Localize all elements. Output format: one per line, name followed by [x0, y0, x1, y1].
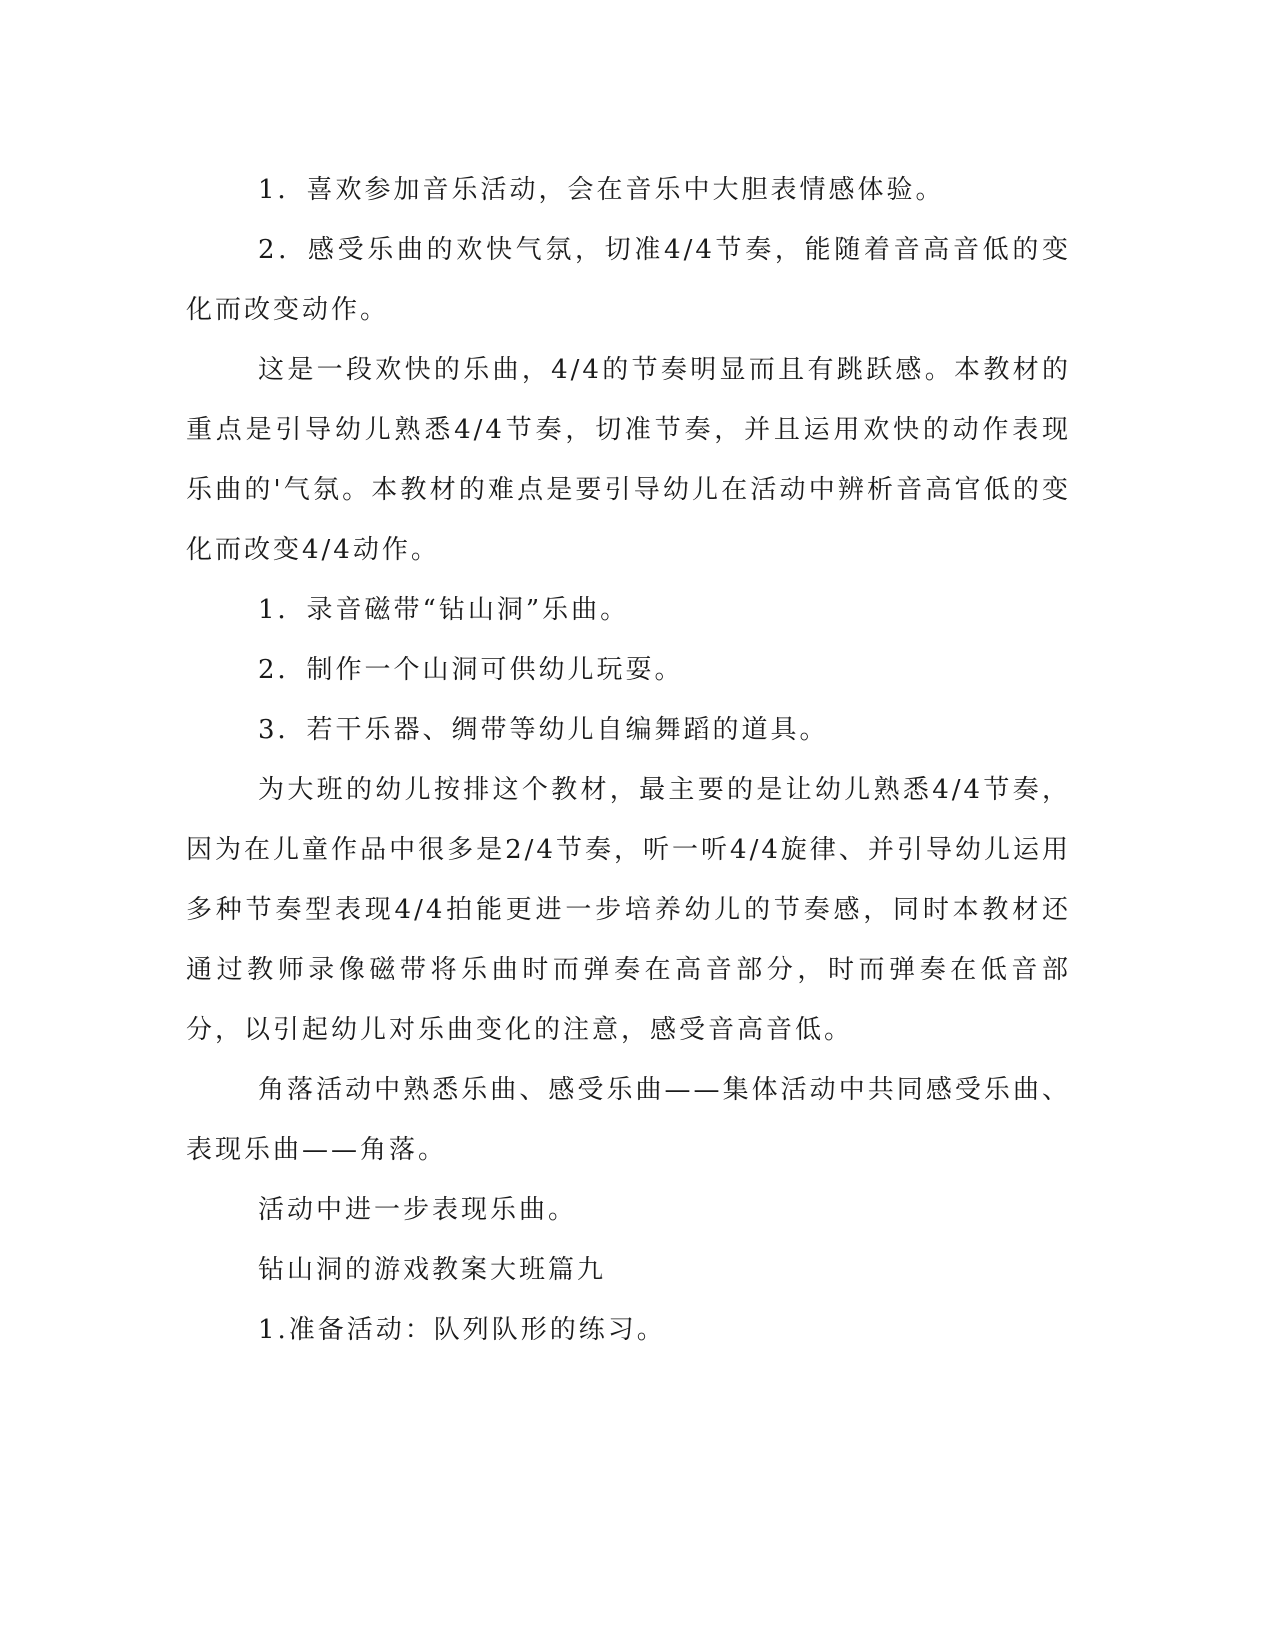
- document-body: [186, 160, 1071, 1360]
- preparation-1-paragraph: 1．录音磁带“钻山洞”乐曲。: [258, 595, 630, 625]
- preparation-2-paragraph: 2．制作一个山洞可供幼儿玩耍。: [258, 655, 684, 685]
- material-analysis-paragraph: 这是一段欢快的乐曲，4/4的节奏明显而且有跳跃感。本教材的重点是引导幼儿熟悉4/4节奏，切准节奏，并且运用欢快的动作表现乐曲的'气氛。本教材的难点是要引导幼儿在活动中辨析音高官低的变化而改变4/4动作。: [186, 355, 1071, 565]
- warmup-activity-paragraph: 1.准备活动：队列队形的练习。: [258, 1315, 666, 1345]
- activity-flow-paragraph: 角落活动中熟悉乐曲、感受乐曲——集体活动中共同感受乐曲、表现乐曲——角落。: [186, 1075, 1071, 1165]
- activity-extension-paragraph: 活动中进一步表现乐曲。: [258, 1195, 578, 1225]
- objective-2-paragraph: 2．感受乐曲的欢快气氛，切准4/4节奏，能随着音高音低的变化而改变动作。: [186, 235, 1071, 325]
- objective-1-paragraph: 1．喜欢参加音乐活动，会在音乐中大胆表情感体验。: [258, 175, 945, 205]
- design-rationale-paragraph: 为大班的幼儿按排这个教材，最主要的是让幼儿熟悉4/4节奏，因为在儿童作品中很多是2/4节奏，听一听4/4旋律、并引导幼儿运用多种节奏型表现4/4拍能更进一步培养幼儿的节奏感，同时本教材还通过教师录像磁带将乐曲时而弹奏在高音部分，时而弹奏在低音部分，以引起幼儿对乐曲变化的注意，感受音高音低。: [186, 775, 1071, 1045]
- section-heading: 钻山洞的游戏教案大班篇九: [258, 1255, 607, 1285]
- preparation-3-paragraph: 3．若干乐器、绸带等幼儿自编舞蹈的道具。: [258, 715, 829, 745]
